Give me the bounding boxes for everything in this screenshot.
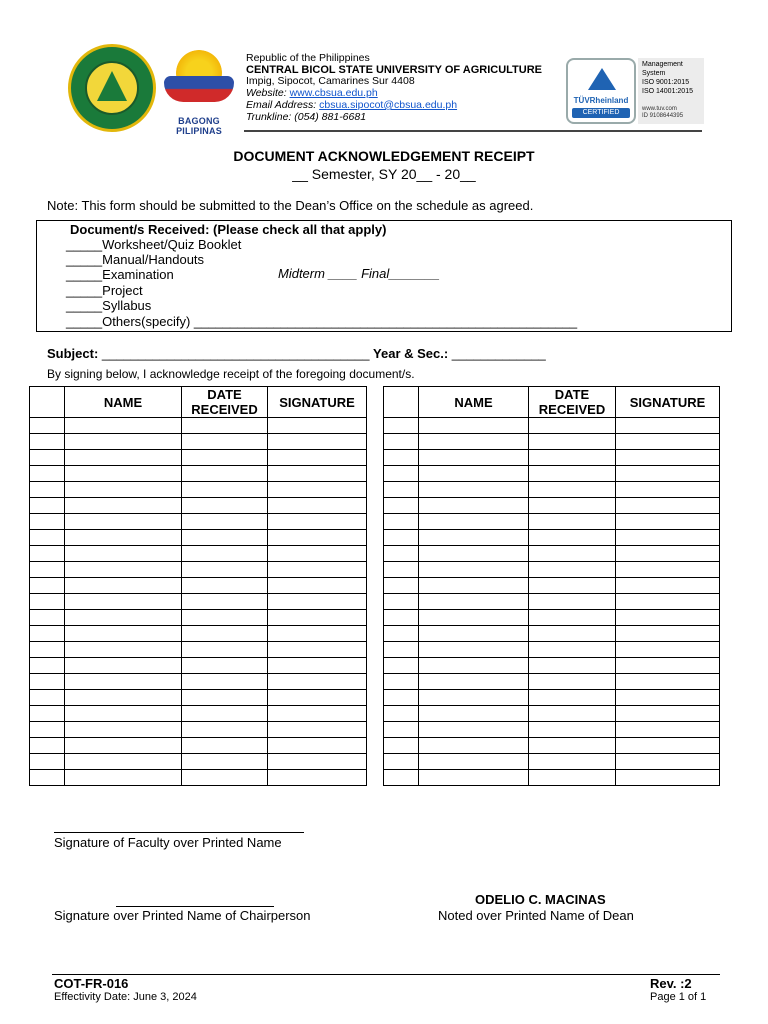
table-row (30, 642, 367, 658)
date-cell[interactable] (182, 466, 268, 482)
date-cell[interactable] (182, 690, 268, 706)
form-code: COT-FR-016 (54, 976, 129, 991)
name-cell[interactable] (419, 482, 529, 498)
row-number-cell (30, 770, 65, 786)
table-row (384, 578, 720, 594)
signature-cell[interactable] (268, 498, 367, 514)
signature-cell[interactable] (616, 594, 720, 610)
dean-name: ODELIO C. MACINAS (475, 892, 606, 907)
date-cell[interactable] (529, 626, 616, 642)
check-manual[interactable]: _____Manual/Handouts (66, 252, 205, 267)
row-number-header (384, 387, 419, 418)
row-number-cell (384, 450, 419, 466)
date-cell[interactable] (529, 722, 616, 738)
name-header: NAME (65, 387, 182, 418)
row-number-cell (30, 466, 65, 482)
date-cell[interactable] (529, 466, 616, 482)
signature-cell[interactable] (268, 658, 367, 674)
row-number-cell (30, 610, 65, 626)
table-row (384, 514, 720, 530)
signature-cell[interactable] (616, 514, 720, 530)
table-row (384, 642, 720, 658)
row-number-cell (384, 530, 419, 546)
table-row (30, 482, 367, 498)
table-row (384, 498, 720, 514)
name-cell[interactable] (65, 722, 182, 738)
name-cell[interactable] (419, 722, 529, 738)
table-row (384, 610, 720, 626)
date-cell[interactable] (529, 514, 616, 530)
header-address-block (246, 53, 542, 123)
row-number-cell (30, 706, 65, 722)
table-row (30, 594, 367, 610)
republic-line: Republic of the Philippines (246, 52, 370, 64)
date-cell[interactable] (182, 626, 268, 642)
row-number-cell (384, 706, 419, 722)
subject-year-line (47, 346, 546, 361)
name-cell[interactable] (419, 626, 529, 642)
row-number-cell (384, 418, 419, 434)
table-row (384, 562, 720, 578)
date-cell[interactable] (529, 530, 616, 546)
name-cell[interactable] (419, 770, 529, 786)
date-cell[interactable] (182, 498, 268, 514)
row-number-cell (30, 690, 65, 706)
signature-cell[interactable] (268, 418, 367, 434)
name-cell[interactable] (65, 434, 182, 450)
date-cell[interactable] (529, 434, 616, 450)
date-cell[interactable] (529, 498, 616, 514)
row-number-cell (30, 626, 65, 642)
name-cell[interactable] (419, 450, 529, 466)
submission-note: Note: This form should be submitted to the Dean’s Office on the schedule as agreed. (47, 198, 534, 213)
row-number-cell (384, 482, 419, 498)
name-cell[interactable] (419, 514, 529, 530)
table-row (384, 738, 720, 754)
row-number-cell (384, 610, 419, 626)
year-sec-label: Year & Sec.: (373, 346, 449, 361)
row-number-cell (384, 466, 419, 482)
name-cell[interactable] (65, 738, 182, 754)
row-number-cell (384, 722, 419, 738)
table-row (384, 706, 720, 722)
signature-cell[interactable] (268, 434, 367, 450)
table-row (30, 754, 367, 770)
signature-cell[interactable] (616, 610, 720, 626)
footer-divider (52, 974, 720, 975)
name-cell[interactable] (65, 642, 182, 658)
name-cell[interactable] (65, 610, 182, 626)
check-worksheet[interactable]: _____Worksheet/Quiz Booklet (66, 237, 242, 252)
subject-label: Subject: (47, 346, 99, 361)
row-number-cell (384, 578, 419, 594)
name-cell[interactable] (65, 578, 182, 594)
row-number-cell (30, 578, 65, 594)
row-number-cell (30, 418, 65, 434)
date-cell[interactable] (529, 418, 616, 434)
table-row (30, 738, 367, 754)
row-number-cell (384, 546, 419, 562)
name-cell[interactable] (419, 546, 529, 562)
check-examination[interactable]: _____Examination (66, 267, 174, 282)
signature-cell[interactable] (268, 674, 367, 690)
row-number-cell (384, 594, 419, 610)
row-number-header (30, 387, 65, 418)
signature-cell[interactable] (616, 626, 720, 642)
name-cell[interactable] (419, 578, 529, 594)
row-number-cell (384, 658, 419, 674)
date-cell[interactable] (182, 770, 268, 786)
signature-cell[interactable] (616, 466, 720, 482)
row-number-cell (384, 562, 419, 578)
signature-cell[interactable] (268, 450, 367, 466)
name-cell[interactable] (65, 674, 182, 690)
date-cell[interactable] (529, 482, 616, 498)
table-row (30, 610, 367, 626)
row-number-cell (30, 450, 65, 466)
row-number-cell (30, 482, 65, 498)
name-cell[interactable] (65, 594, 182, 610)
row-number-cell (384, 738, 419, 754)
table-row (384, 722, 720, 738)
date-cell[interactable] (529, 770, 616, 786)
date-cell[interactable] (182, 578, 268, 594)
signature-cell[interactable] (268, 482, 367, 498)
table-row (30, 674, 367, 690)
signature-cell[interactable] (268, 610, 367, 626)
signature-cell[interactable] (616, 498, 720, 514)
signature-cell[interactable] (616, 738, 720, 754)
address-line: Impig, Sipocot, Camarines Sur 4408 (246, 75, 415, 88)
name-cell[interactable] (65, 690, 182, 706)
name-cell[interactable] (419, 690, 529, 706)
tuv-name: TÜVRheinland (573, 96, 629, 105)
signature-cell[interactable] (616, 674, 720, 690)
name-cell[interactable] (65, 514, 182, 530)
table-row (30, 722, 367, 738)
name-cell[interactable] (65, 754, 182, 770)
signature-cell[interactable] (268, 754, 367, 770)
signature-cell[interactable] (268, 466, 367, 482)
receipt-table-right (383, 386, 720, 786)
exam-term-options[interactable]: Midterm ____ Final_______ (278, 266, 440, 281)
date-cell[interactable] (182, 658, 268, 674)
table-row (30, 498, 367, 514)
iso-certification-panel (638, 58, 704, 124)
tuv-certified: CERTIFIED (572, 108, 630, 118)
table-row (384, 482, 720, 498)
documents-received-heading: Document/s Received: (Please check all that apply) (70, 222, 387, 237)
name-cell[interactable] (65, 498, 182, 514)
date-received-header: DATE RECEIVED (182, 387, 268, 418)
mgmt-label: Management (642, 61, 683, 68)
date-cell[interactable] (182, 514, 268, 530)
table-row (384, 530, 720, 546)
signature-cell[interactable] (616, 690, 720, 706)
signature-cell[interactable] (268, 706, 367, 722)
signature-cell[interactable] (616, 770, 720, 786)
date-cell[interactable] (182, 738, 268, 754)
name-cell[interactable] (65, 450, 182, 466)
university-seal-icon (68, 44, 156, 132)
year-sec-field[interactable]: _____________ (448, 346, 546, 361)
name-cell[interactable] (65, 530, 182, 546)
row-number-cell (384, 514, 419, 530)
row-number-cell (384, 626, 419, 642)
signature-cell[interactable] (268, 514, 367, 530)
name-cell[interactable] (419, 754, 529, 770)
row-number-cell (384, 690, 419, 706)
date-cell[interactable] (182, 546, 268, 562)
date-cell[interactable] (529, 674, 616, 690)
signature-cell[interactable] (616, 450, 720, 466)
table-row (384, 674, 720, 690)
name-header: NAME (419, 387, 529, 418)
signature-cell[interactable] (616, 706, 720, 722)
table-row (30, 690, 367, 706)
name-cell[interactable] (65, 546, 182, 562)
date-cell[interactable] (182, 754, 268, 770)
date-cell[interactable] (529, 450, 616, 466)
date-cell[interactable] (182, 482, 268, 498)
row-number-cell (384, 674, 419, 690)
check-project[interactable]: _____Project (66, 283, 143, 298)
date-cell[interactable] (529, 706, 616, 722)
row-number-cell (30, 530, 65, 546)
date-cell[interactable] (182, 642, 268, 658)
name-cell[interactable] (419, 530, 529, 546)
name-cell[interactable] (419, 706, 529, 722)
date-cell[interactable] (182, 594, 268, 610)
row-number-cell (30, 498, 65, 514)
signature-header: SIGNATURE (268, 387, 367, 418)
name-cell[interactable] (419, 434, 529, 450)
table-row (30, 546, 367, 562)
table-row (30, 514, 367, 530)
signature-header: SIGNATURE (616, 387, 720, 418)
signature-cell[interactable] (616, 578, 720, 594)
check-syllabus[interactable]: _____Syllabus (66, 298, 152, 313)
name-cell[interactable] (419, 562, 529, 578)
row-number-cell (30, 594, 65, 610)
signature-cell[interactable] (268, 626, 367, 642)
row-number-cell (30, 514, 65, 530)
table-row (30, 434, 367, 450)
table-row (384, 626, 720, 642)
name-cell[interactable] (65, 626, 182, 642)
table-row (384, 466, 720, 482)
table-row (384, 594, 720, 610)
row-number-cell (30, 722, 65, 738)
signature-cell[interactable] (268, 530, 367, 546)
table-row (30, 770, 367, 786)
signature-cell[interactable] (616, 418, 720, 434)
signature-cell[interactable] (616, 434, 720, 450)
form-title: DOCUMENT ACKNOWLEDGEMENT RECEIPT (233, 148, 535, 164)
table-row (30, 562, 367, 578)
date-cell[interactable] (182, 418, 268, 434)
signature-cell[interactable] (616, 546, 720, 562)
signature-cell[interactable] (616, 754, 720, 770)
email-link[interactable]: cbsua.sipocot@cbsua.edu.ph (319, 98, 458, 111)
date-cell[interactable] (529, 738, 616, 754)
name-cell[interactable] (65, 770, 182, 786)
date-cell[interactable] (529, 658, 616, 674)
signature-cell[interactable] (616, 482, 720, 498)
acknowledgement-text: By signing below, I acknowledge receipt of the foregoing document/s. (47, 367, 415, 381)
date-cell[interactable] (182, 706, 268, 722)
check-others[interactable]: _____Others(specify) _____________________________________________________ (66, 314, 578, 329)
row-number-cell (30, 434, 65, 450)
signature-cell[interactable] (616, 530, 720, 546)
signature-cell[interactable] (268, 722, 367, 738)
signature-cell[interactable] (268, 642, 367, 658)
name-cell[interactable] (419, 466, 529, 482)
row-number-cell (30, 658, 65, 674)
date-cell[interactable] (529, 594, 616, 610)
table-row (384, 658, 720, 674)
bagong-pilipinas-logo (158, 46, 240, 136)
date-cell[interactable] (182, 722, 268, 738)
signature-cell[interactable] (268, 738, 367, 754)
name-cell[interactable] (419, 658, 529, 674)
dean-label: Noted over Printed Name of Dean (438, 908, 634, 923)
header-divider (244, 130, 702, 132)
row-number-cell (30, 562, 65, 578)
date-cell[interactable] (182, 674, 268, 690)
table-row (384, 434, 720, 450)
row-number-cell (384, 770, 419, 786)
table-row (30, 706, 367, 722)
name-cell[interactable] (419, 498, 529, 514)
row-number-cell (30, 754, 65, 770)
row-number-cell (30, 642, 65, 658)
date-cell[interactable] (529, 754, 616, 770)
date-received-header: DATE RECEIVED (529, 387, 616, 418)
page-number: Page 1 of 1 (650, 991, 707, 1003)
faculty-signature-line[interactable] (54, 832, 304, 833)
row-number-cell (384, 754, 419, 770)
tuv-website: www.tuv.com (642, 106, 677, 112)
subject-field[interactable]: _____________________________________ (98, 346, 374, 361)
signature-cell[interactable] (268, 562, 367, 578)
date-cell[interactable] (182, 434, 268, 450)
table-row (384, 450, 720, 466)
table-row (30, 466, 367, 482)
name-cell[interactable] (419, 418, 529, 434)
date-cell[interactable] (182, 530, 268, 546)
row-number-cell (384, 642, 419, 658)
name-cell[interactable] (65, 658, 182, 674)
chairperson-signature-label: Signature over Printed Name of Chairperson (54, 908, 311, 923)
row-number-cell (384, 434, 419, 450)
date-cell[interactable] (182, 610, 268, 626)
date-cell[interactable] (529, 562, 616, 578)
seal-center (85, 61, 139, 115)
signature-cell[interactable] (616, 722, 720, 738)
table-row (384, 418, 720, 434)
table-row (30, 530, 367, 546)
table-row (384, 754, 720, 770)
table-row (30, 418, 367, 434)
signature-cell[interactable] (616, 642, 720, 658)
name-cell[interactable] (65, 706, 182, 722)
chairperson-signature-line[interactable] (116, 906, 274, 907)
row-number-cell (30, 674, 65, 690)
name-cell[interactable] (419, 674, 529, 690)
website-link[interactable]: www.cbsua.edu.ph (289, 87, 378, 100)
table-row (30, 626, 367, 642)
row-number-cell (30, 546, 65, 562)
documents-received-box (36, 220, 732, 332)
system-label: System (642, 70, 666, 77)
signature-cell[interactable] (268, 690, 367, 706)
tuv-triangle-icon (588, 68, 616, 90)
date-cell[interactable] (529, 578, 616, 594)
name-cell[interactable] (65, 562, 182, 578)
date-cell[interactable] (529, 642, 616, 658)
signature-cell[interactable] (268, 578, 367, 594)
table-row (30, 658, 367, 674)
date-cell[interactable] (529, 610, 616, 626)
row-number-cell (384, 498, 419, 514)
table-row (30, 578, 367, 594)
name-cell[interactable] (65, 418, 182, 434)
name-cell[interactable] (419, 610, 529, 626)
date-cell[interactable] (182, 450, 268, 466)
semester-line: __ Semester, SY 20__ - 20__ (292, 166, 476, 182)
signature-cell[interactable] (616, 658, 720, 674)
university-name: CENTRAL BICOL STATE UNIVERSITY OF AGRICULTURE (246, 63, 542, 76)
date-cell[interactable] (529, 690, 616, 706)
name-cell[interactable] (419, 738, 529, 754)
date-cell[interactable] (182, 562, 268, 578)
name-cell[interactable] (419, 594, 529, 610)
faculty-signature-label: Signature of Faculty over Printed Name (54, 835, 282, 850)
logo-text: BAGONG PILIPINAS (176, 116, 222, 136)
name-cell[interactable] (65, 466, 182, 482)
website-line: Website: www.cbsua.edu.ph (246, 87, 378, 100)
signature-cell[interactable] (268, 546, 367, 562)
receipt-table-left (29, 386, 367, 786)
tuv-id: ID 9108644395 (642, 113, 684, 119)
tuv-certification-badge (566, 58, 636, 124)
table-row (384, 690, 720, 706)
table-row (30, 450, 367, 466)
name-cell[interactable] (65, 482, 182, 498)
name-cell[interactable] (419, 642, 529, 658)
iso-9001: ISO 9001:2015 (642, 79, 690, 86)
date-cell[interactable] (529, 546, 616, 562)
revision: Rev. :2 (650, 976, 692, 991)
row-number-cell (30, 738, 65, 754)
signature-cell[interactable] (268, 770, 367, 786)
iso-14001: ISO 14001:2015 (642, 88, 693, 95)
trunkline: Trunkline: (054) 881-6681 (246, 110, 367, 123)
email-line: Email Address: cbsua.sipocot@cbsua.edu.ph (246, 98, 458, 111)
signature-cell[interactable] (616, 562, 720, 578)
table-row (384, 770, 720, 786)
effectivity-date: Effectivity Date: June 3, 2024 (54, 991, 197, 1003)
signature-cell[interactable] (268, 594, 367, 610)
table-row (384, 546, 720, 562)
